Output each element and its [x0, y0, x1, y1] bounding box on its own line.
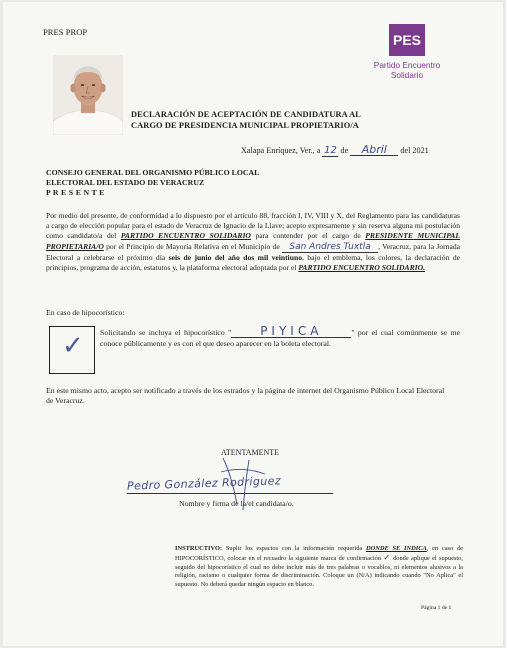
atentamente-label: ATENTAMENTE — [221, 448, 280, 457]
main-paragraph: Por medio del presente, de conformidad a lo dispuesto por el artículo 88, fracción I, IV, VIII y X, del Reglamento para las candidaturas a cargo de elección popular para el estado de Veracruz de Ignacio de la Llave; acepto expresamente y sin reserva alguna mi postulación como candidato/a del PARTIDO ENCUENTRO SOLIDARIO para contender por el cargo de PRESIDENTE MUNICIPAL PROPIETARIA/O por el Principio de Mayoría Relativa en el Municipio de San Andres Tuxtla , Veracruz, para la Jornada Electoral a celebrarse el próximo día seis de junio del año dos mil veintiuno, bajo el emblema, los colores, la declaración de principios, programa de acción, estatutos y, la plataforma electoral adoptada por el PARTIDO ENCUENTRO SOLIDARIO. — [46, 211, 460, 273]
pres-prop-label: PRES PROP — [43, 27, 88, 37]
document-title: DECLARACIÓN DE ACEPTACIÓN DE CANDIDATURA AL CARGO DE PRESIDENCIA MUNICIPAL PROPIETARIO/A — [131, 110, 361, 130]
signature-handwritten: Pedro González Rodriguez — [126, 474, 282, 493]
municipio-field: San Andres Tuxtla — [282, 242, 378, 253]
page-number: Página 1 de 1 — [421, 605, 452, 611]
confirmation-check-icon: ✓ — [383, 552, 391, 562]
hipocoristico-checkbox — [49, 326, 95, 374]
cargo-text: PRESIDENTE MUNICIPAL PROPIETARIA/O — [46, 231, 460, 251]
date-month: Abril — [350, 145, 398, 156]
date-line: Xalapa Enríquez, Ver., a 12 de Abril del 2021 — [241, 143, 429, 156]
recipient-block: CONSEJO GENERAL DEL ORGANISMO PÚBLICO LOCAL ELECTORAL DEL ESTADO DE VERACRUZ P R E S E N T E — [46, 168, 260, 197]
party-name-text: PARTIDO ENCUENTRO SOLIDARIO — [120, 231, 251, 241]
pes-logo-mark: PES — [392, 32, 421, 48]
check-mark-icon: ✓ — [62, 331, 84, 361]
hipocoristico-value: PIYICA — [231, 326, 351, 338]
instructions: INSTRUCTIVO: Suplir los espacios con la información requerida DONDE SE INDICA, en caso de HIPOCORÍSTICO, colocar en el recuadro la siguiente marca de confirmación ✓ donde aplique el supuesto, seguido del hipocorístico el cual no debe incluir más de tres palabras o vocablos, ni elementos alusivos a la religión, racismo o cualquier forma de discriminación. Coloque un (N/A) indicando cuando "No Aplica" el supuesto. No deberá quedar ningún espacio en blanco. — [175, 545, 463, 589]
party-name: Partido Encuentro Solidario — [373, 60, 441, 80]
notification-paragraph: En este mismo acto, acepto ser notificado a través de los estrados y la página de internet del Organismo Público Local Electoral de Veracruz. — [46, 386, 445, 406]
hipocoristico-heading: En caso de hipocorístico: — [46, 308, 125, 317]
signature-line — [127, 493, 333, 494]
hipocoristico-text: Solicitando se incluya el hipocorístico " PIYICA " por el cual comúnmente se me conoce públicamente y es con el que deseo aparecer en la boleta electoral. — [100, 324, 460, 349]
election-date-text: seis de junio del año dos mil veintiuno — [168, 252, 302, 262]
document-page — [3, 2, 503, 646]
candidate-portrait — [53, 55, 123, 135]
pes-logo — [389, 24, 425, 56]
date-day: 12 — [324, 145, 337, 156]
candidate-photo — [53, 55, 123, 135]
signature-label: Nombre y firma de la/el candidata/o. — [179, 499, 294, 508]
